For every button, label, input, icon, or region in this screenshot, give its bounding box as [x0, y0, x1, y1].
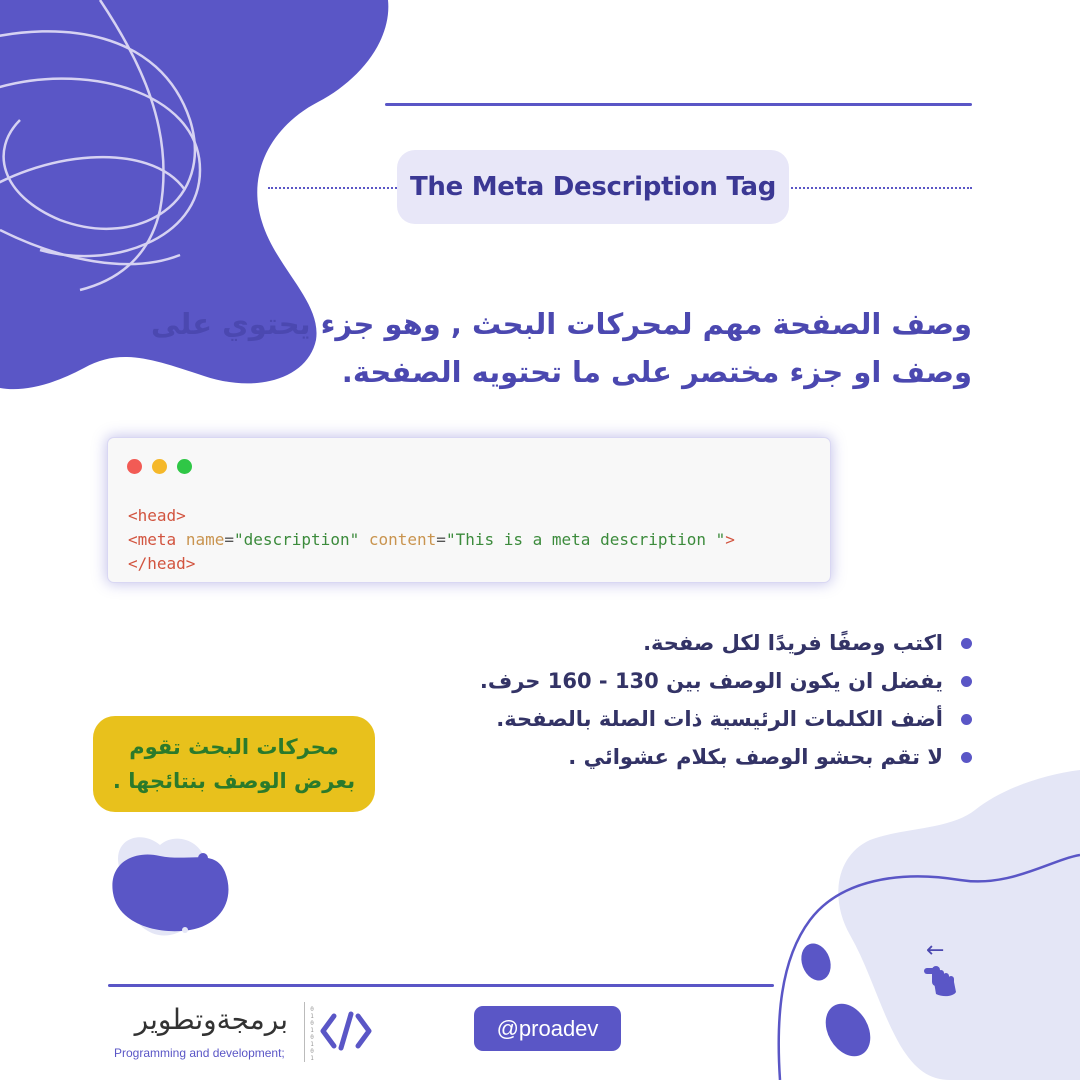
window-close-dot: [127, 459, 142, 474]
bullet-dot: [961, 676, 972, 687]
social-handle: @proadev: [496, 1015, 599, 1041]
bullet-dot: [961, 752, 972, 763]
small-blob-1: [796, 939, 835, 984]
list-item: لا تقم بحشو الوصف بكلام عشوائي .: [430, 738, 972, 776]
code-line-3: </head>: [128, 554, 196, 573]
intro-paragraph: [120, 300, 972, 396]
code-line-2: <meta name="description" content="This is a meta description ">: [128, 530, 735, 549]
title-pill: [397, 150, 789, 224]
brand-name-arabic: برمجةوتطوير: [134, 1003, 288, 1036]
bottom-left-dot-2: [182, 927, 188, 933]
window-maximize-dot: [177, 459, 192, 474]
small-blob-2: [817, 996, 880, 1064]
code-snippet: [128, 504, 735, 576]
bullet-dot: [961, 638, 972, 649]
code-line-1: <head>: [128, 506, 186, 525]
bullet-dot: [961, 714, 972, 725]
list-item: يفضل ان يكون الوصف بين 130 - 160 حرف.: [430, 662, 972, 700]
tips-list: [430, 624, 972, 776]
bottom-left-blob: [112, 855, 228, 932]
search-engine-note: [93, 716, 375, 812]
logo-binary: 0 1 0 1 0 1 0 1: [310, 1006, 314, 1062]
top-divider: [385, 103, 972, 106]
intro-line-2: وصف او جزء مختصر على ما تحتويه الصفحة.: [341, 355, 972, 389]
list-item: اكتب وصفًا فريدًا لكل صفحة.: [430, 624, 972, 662]
note-line-1: محركات البحث تقوم: [129, 735, 339, 759]
bottom-left-dot: [198, 853, 208, 863]
logo-separator: [304, 1002, 305, 1062]
note-line-2: بعرض الوصف بنتائجها .: [112, 769, 356, 793]
list-item: أضف الكلمات الرئيسية ذات الصلة بالصفحة.: [430, 700, 972, 738]
brand-name-english: Programming and development;: [114, 1046, 285, 1060]
social-handle-badge[interactable]: [474, 1006, 621, 1051]
code-brackets-icon: [320, 1010, 372, 1052]
left-arrow-icon: ←: [926, 938, 945, 963]
window-minimize-dot: [152, 459, 167, 474]
intro-line-1: وصف الصفحة مهم لمحركات البحث , وهو جزء يحتوي على: [151, 307, 972, 341]
page-title: The Meta Description Tag: [409, 172, 777, 202]
bottom-right-light-blob: [838, 770, 1080, 1080]
bottom-divider: [108, 984, 774, 987]
